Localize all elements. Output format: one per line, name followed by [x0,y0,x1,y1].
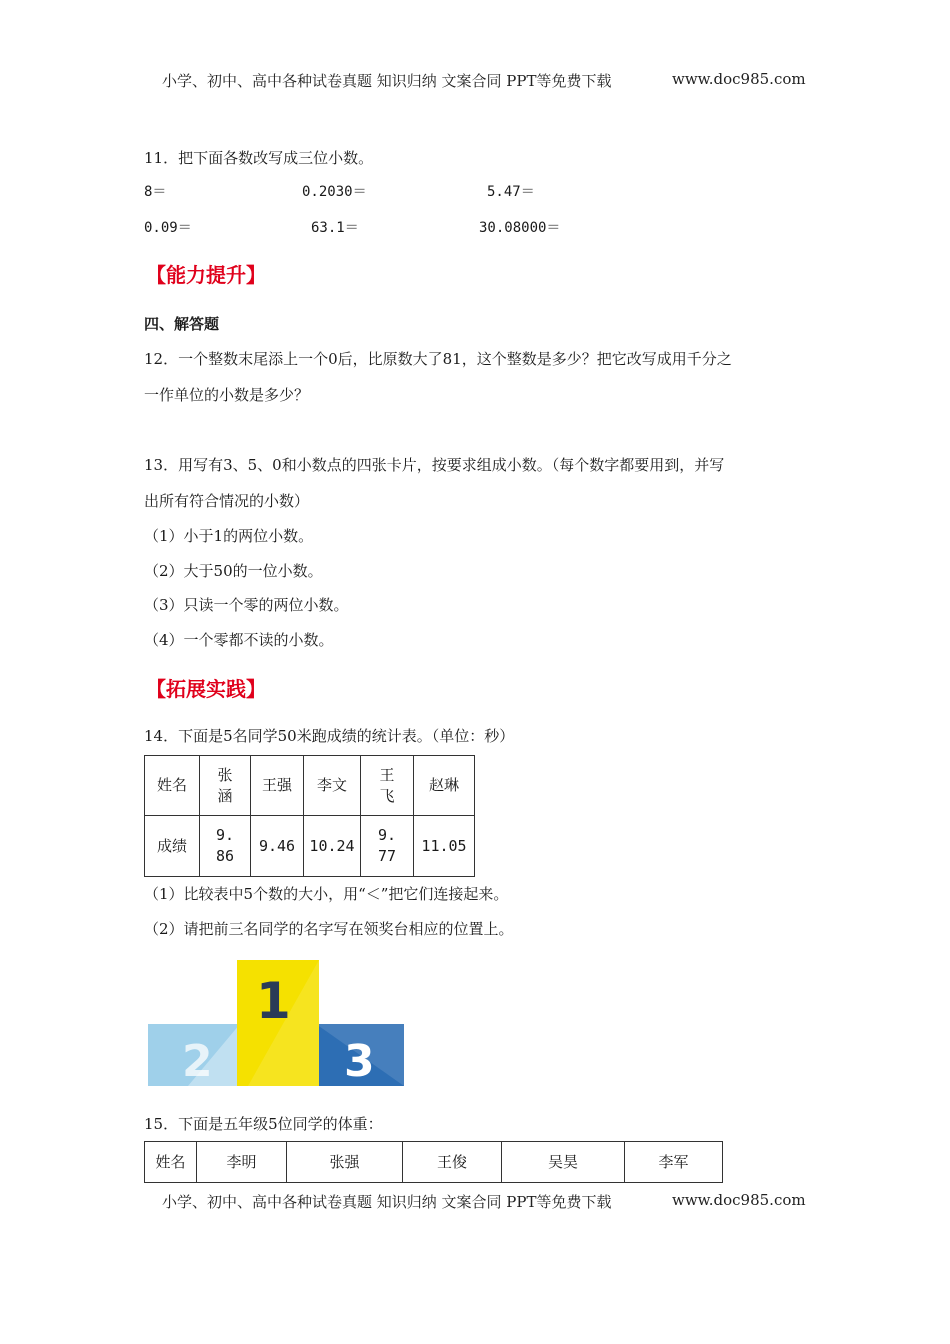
q11-item-3: 5.47＝ [487,184,535,200]
page-footer-url: www.doc985.com [672,1191,806,1209]
q13-line1: 13．用写有3、5、0和小数点的四张卡片，按要求组成小数。（每个数字都要用到，并写 [144,456,725,474]
table-cell-text: 张涵 [217,765,233,805]
q14-stem: 14．下面是5名同学50米跑成绩的统计表。（单位：秒） [144,727,515,745]
table-cell: 王强 [251,756,304,816]
q11-item-6: 30.08000＝ [479,220,561,236]
table-cell: 赵琳 [414,756,475,816]
table-cell: 11.05 [414,816,475,877]
q12-line2: 一作单位的小数是多少？ [144,386,310,404]
table-cell [200,756,251,816]
podium-figure [148,958,406,1086]
q11-item-1: 8＝ [144,184,167,200]
q11-item-2: 0.2030＝ [302,184,367,200]
table-cell: 姓名 [145,1142,197,1183]
table-cell-text: 王飞 [379,765,395,805]
table-cell [361,756,414,816]
table-cell: 9.46 [251,816,304,877]
table-cell: 李明 [197,1142,287,1183]
table-cell [200,816,251,877]
q11-stem: 11．把下面各数改写成三位小数。 [144,149,374,167]
q14-score-table [144,755,475,877]
page-header-text: 小学、初中、高中各种试卷真题 知识归纳 文案合同 PPT等免费下载 [162,72,612,90]
page-footer-text: 小学、初中、高中各种试卷真题 知识归纳 文案合同 PPT等免费下载 [162,1193,612,1211]
table-cell: 10.24 [304,816,361,877]
q13-sub-3: （3）只读一个零的两位小数。 [144,596,349,614]
table-row [145,816,475,877]
table-cell: 成绩 [145,816,200,877]
q14-sub-1: （1）比较表中5个数的大小，用“＜”把它们连接起来。 [144,885,509,903]
table-cell: 张强 [287,1142,403,1183]
q11-item-4: 0.09＝ [144,220,192,236]
q13-sub-1: （1）小于1的两位小数。 [144,527,314,545]
q15-weight-table [144,1141,723,1183]
table-row [145,756,475,816]
q11-item-5: 63.1＝ [311,220,359,236]
q13-sub-4: （4）一个零都不读的小数。 [144,631,334,649]
table-cell: 李文 [304,756,361,816]
table-cell-text: 9.86 [215,826,235,865]
table-cell-text: 9.77 [377,826,397,865]
page-header-url: www.doc985.com [672,70,806,88]
table-cell: 王俊 [403,1142,502,1183]
part4-title: 四、解答题 [144,315,220,333]
table-cell: 姓名 [145,756,200,816]
table-row [145,1142,723,1183]
podium-first-number: 1 [256,972,291,1030]
q14-sub-2: （2）请把前三名同学的名字写在领奖台相应的位置上。 [144,920,514,938]
podium-third-number: 3 [344,1036,375,1086]
q15-stem: 15．下面是五年级5位同学的体重： [144,1115,383,1133]
table-cell: 吴昊 [502,1142,625,1183]
table-cell [361,816,414,877]
table-cell: 李军 [625,1142,723,1183]
section-expand-title: 【拓展实践】 [146,677,266,701]
section-ability-title: 【能力提升】 [146,263,266,287]
q13-line2: 出所有符合情况的小数） [144,492,310,510]
q13-sub-2: （2）大于50的一位小数。 [144,562,323,580]
podium-second-number: 2 [182,1036,213,1086]
q12-line1: 12．一个整数末尾添上一个0后，比原数大了81，这个整数是多少？把它改写成用千分之 [144,350,732,368]
